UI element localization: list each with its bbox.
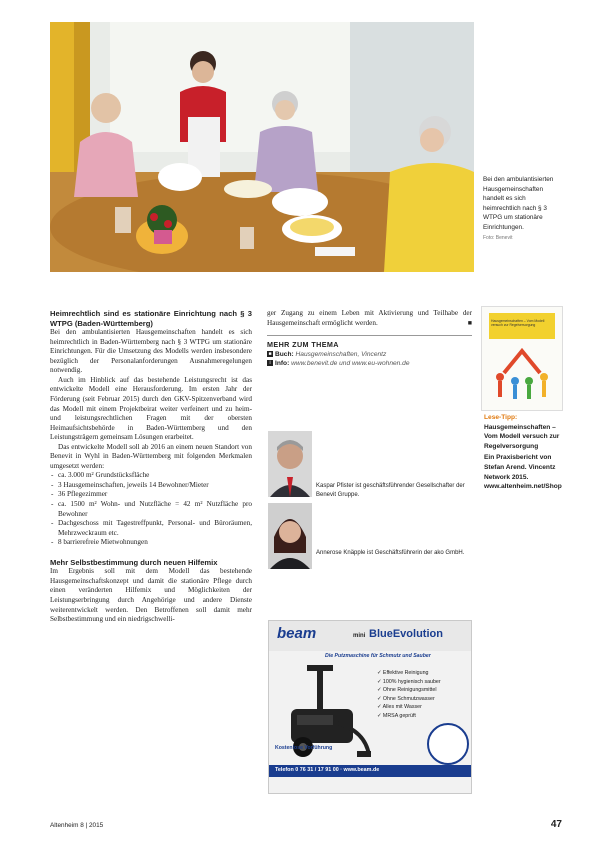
book-cover-illustration (488, 343, 556, 407)
photo-credit: Foto: Benevit (483, 234, 513, 241)
page-footer (50, 818, 562, 832)
mehr-info-label: Info: (275, 360, 290, 368)
ad-feature: ✓ Ohne Schmutzwasser (377, 695, 435, 702)
ad-offer: Kostenlose Vorführung (275, 745, 333, 751)
list-item: - 8 barrierefreie Mietwohnungen (50, 538, 252, 548)
photo-caption-text: Bei den ambulantisierten Hausgemeinschaften handelt es sich heimrechtlich nach § 3 WTPG um stationäre Einrichtungen. (483, 176, 554, 231)
author-bio-2: Annerose Knäpple ist Geschäftsführerin der ako GmbH. (316, 550, 465, 556)
advertisement[interactable] (268, 620, 472, 794)
sidebar-lese-tipp (484, 413, 564, 492)
list-item: - Dachgeschoss mit Tagestreffpunkt, Personal- und Büroräumen, Mehrzweckraum etc. (50, 519, 252, 538)
mehr-buch-row (267, 350, 472, 360)
article-paragraph-4: Im Ergebnis soll mit dem Modell das bestehende Hausgemeinschaftskonzept und damit die stationäre Pflege durch einen veränderten Hilfemix und Möglichkeiten der Leistungserbringung durch Angehörige und andere Dienste weiterentwickelt werden. Den Betroffenen soll damit mehr Selbstbestimmung und ein niedrigschwelli- (50, 567, 252, 624)
info-icon: i (267, 360, 273, 366)
section-heading-1: Heimrechtlich sind es stationäre Einrichtung nach § 3 WTPG (Baden-Württemberg) (50, 309, 252, 328)
book-icon: ■ (268, 350, 272, 357)
ad-product: BlueEvolution (369, 628, 443, 640)
list-item: - ca. 1500 m² Wohn- und Nutzfläche = 42 m² Nutzfläche pro Bewohner (50, 500, 252, 519)
author-bio-1: Kaspar Pfister ist geschäftsführender Gesellschafter der Benevit Gruppe. (316, 483, 465, 498)
list-item: - ca. 3.000 m² Grundstücksfläche (50, 471, 252, 481)
lese-tipp-desc[interactable]: Ein Praxisbericht von Stefan Arend. Vincentz Network 2015. www.altenheim.net/Shop (484, 454, 562, 491)
list-item: - 3 Hausgemeinschaften, jeweils 14 Bewohner/Mieter (50, 481, 252, 491)
article-paragraph-1: Bei den ambulantisierten Hausgemeinschaften handelt es sich heimrechtlich in Baden-Württemberg nach § 3 WTPG um stationäre Einrichtungen. Für die Umsetzung des Modells werden insbesondere bezüglich der Personalanforderungen Ausnahmeregelungen notwendig. (50, 328, 252, 375)
mehr-info-row (267, 359, 472, 369)
ad-brand: beam (277, 625, 317, 642)
page-number: 47 (550, 819, 562, 830)
article-column-2 (267, 309, 472, 369)
article-paragraph-5 (267, 309, 472, 328)
article-column-1 (50, 309, 252, 625)
ad-product-prefix: mini (353, 633, 366, 639)
mehr-buch-value[interactable]: Hausgemeinschaften, Vincentz (295, 350, 387, 358)
end-mark-icon: ■ (467, 318, 472, 327)
ad-feature-list (377, 669, 469, 721)
ad-feature: ✓ Alles mit Wasser (377, 704, 422, 711)
book-cover-title: Hausgemeinschaften – Vom Modell versuch zur Regelversorgung (491, 319, 545, 328)
ad-tagline: Die Putzmaschine für Schmutz und Sauber (325, 653, 431, 659)
list-item: - 36 Pflegezimmer (50, 490, 252, 500)
mehr-buch-label: Buch: (275, 350, 294, 358)
mehr-zum-thema-title: MEHR ZUM THEMA (267, 335, 472, 350)
article-photo (50, 22, 474, 272)
author-photo-2 (268, 503, 312, 569)
ad-seal-icon (427, 723, 469, 765)
mehr-info-value[interactable]: www.benevit.de und www.eu-wohnen.de (291, 360, 410, 368)
ad-feature: ✓ Effektive Reinigung (377, 670, 429, 676)
book-cover[interactable] (481, 306, 563, 411)
ad-footer: Telefon 0 76 31 / 17 91 00 · www.beam.de (275, 767, 380, 773)
ad-feature: ✓ Ohne Reinigungsmittel (377, 687, 437, 694)
photo-caption (483, 175, 565, 243)
ad-feature: ✓ MRSA geprüft (377, 712, 416, 719)
article-paragraph-2: Auch im Hinblick auf das bestehende Leistungsrecht ist das entwickelte Modell eine Herausforderung. Im ersten Jahr der Förderung (seit Februar 2015) durch den GKV-Spitzenverband wird das Modell mit einem Projektbeirat weiter verfeinert und zu heim- und leistungsrechtlichen Fragen mit der obersten Heimaufsichtsbehörde in Baden-Württemberg und den Leistungsträgern gemeinsam Lösungen erarbeitet. (50, 375, 252, 442)
ad-feature: ✓ 100% hygienisch sauber (377, 678, 441, 685)
article-paragraph-3: Das entwickelte Modell soll ab 2016 an einem neuen Standort von Benevit in Wyhl in Baden-Württemberg mit folgenden Merkmalen umgesetzt werden: (50, 442, 252, 470)
author-photo-1 (268, 431, 312, 497)
lese-tipp-title: Hausgemeinschaften – Vom Modell versuch zur Regelversorgung (484, 423, 560, 450)
footer-publication: Altenheim 8 | 2015 (50, 822, 104, 829)
feature-list (50, 471, 252, 547)
lese-tipp-label: Lese-Tipp: (484, 414, 518, 421)
article-paragraph-5-text: ger Zugang zu einem Leben mit Aktivierung und Teilhabe der Hausgemeinschaft ermöglicht werden. (267, 309, 472, 327)
section-heading-2: Mehr Selbstbestimmung durch neuen Hilfemix (50, 557, 218, 567)
